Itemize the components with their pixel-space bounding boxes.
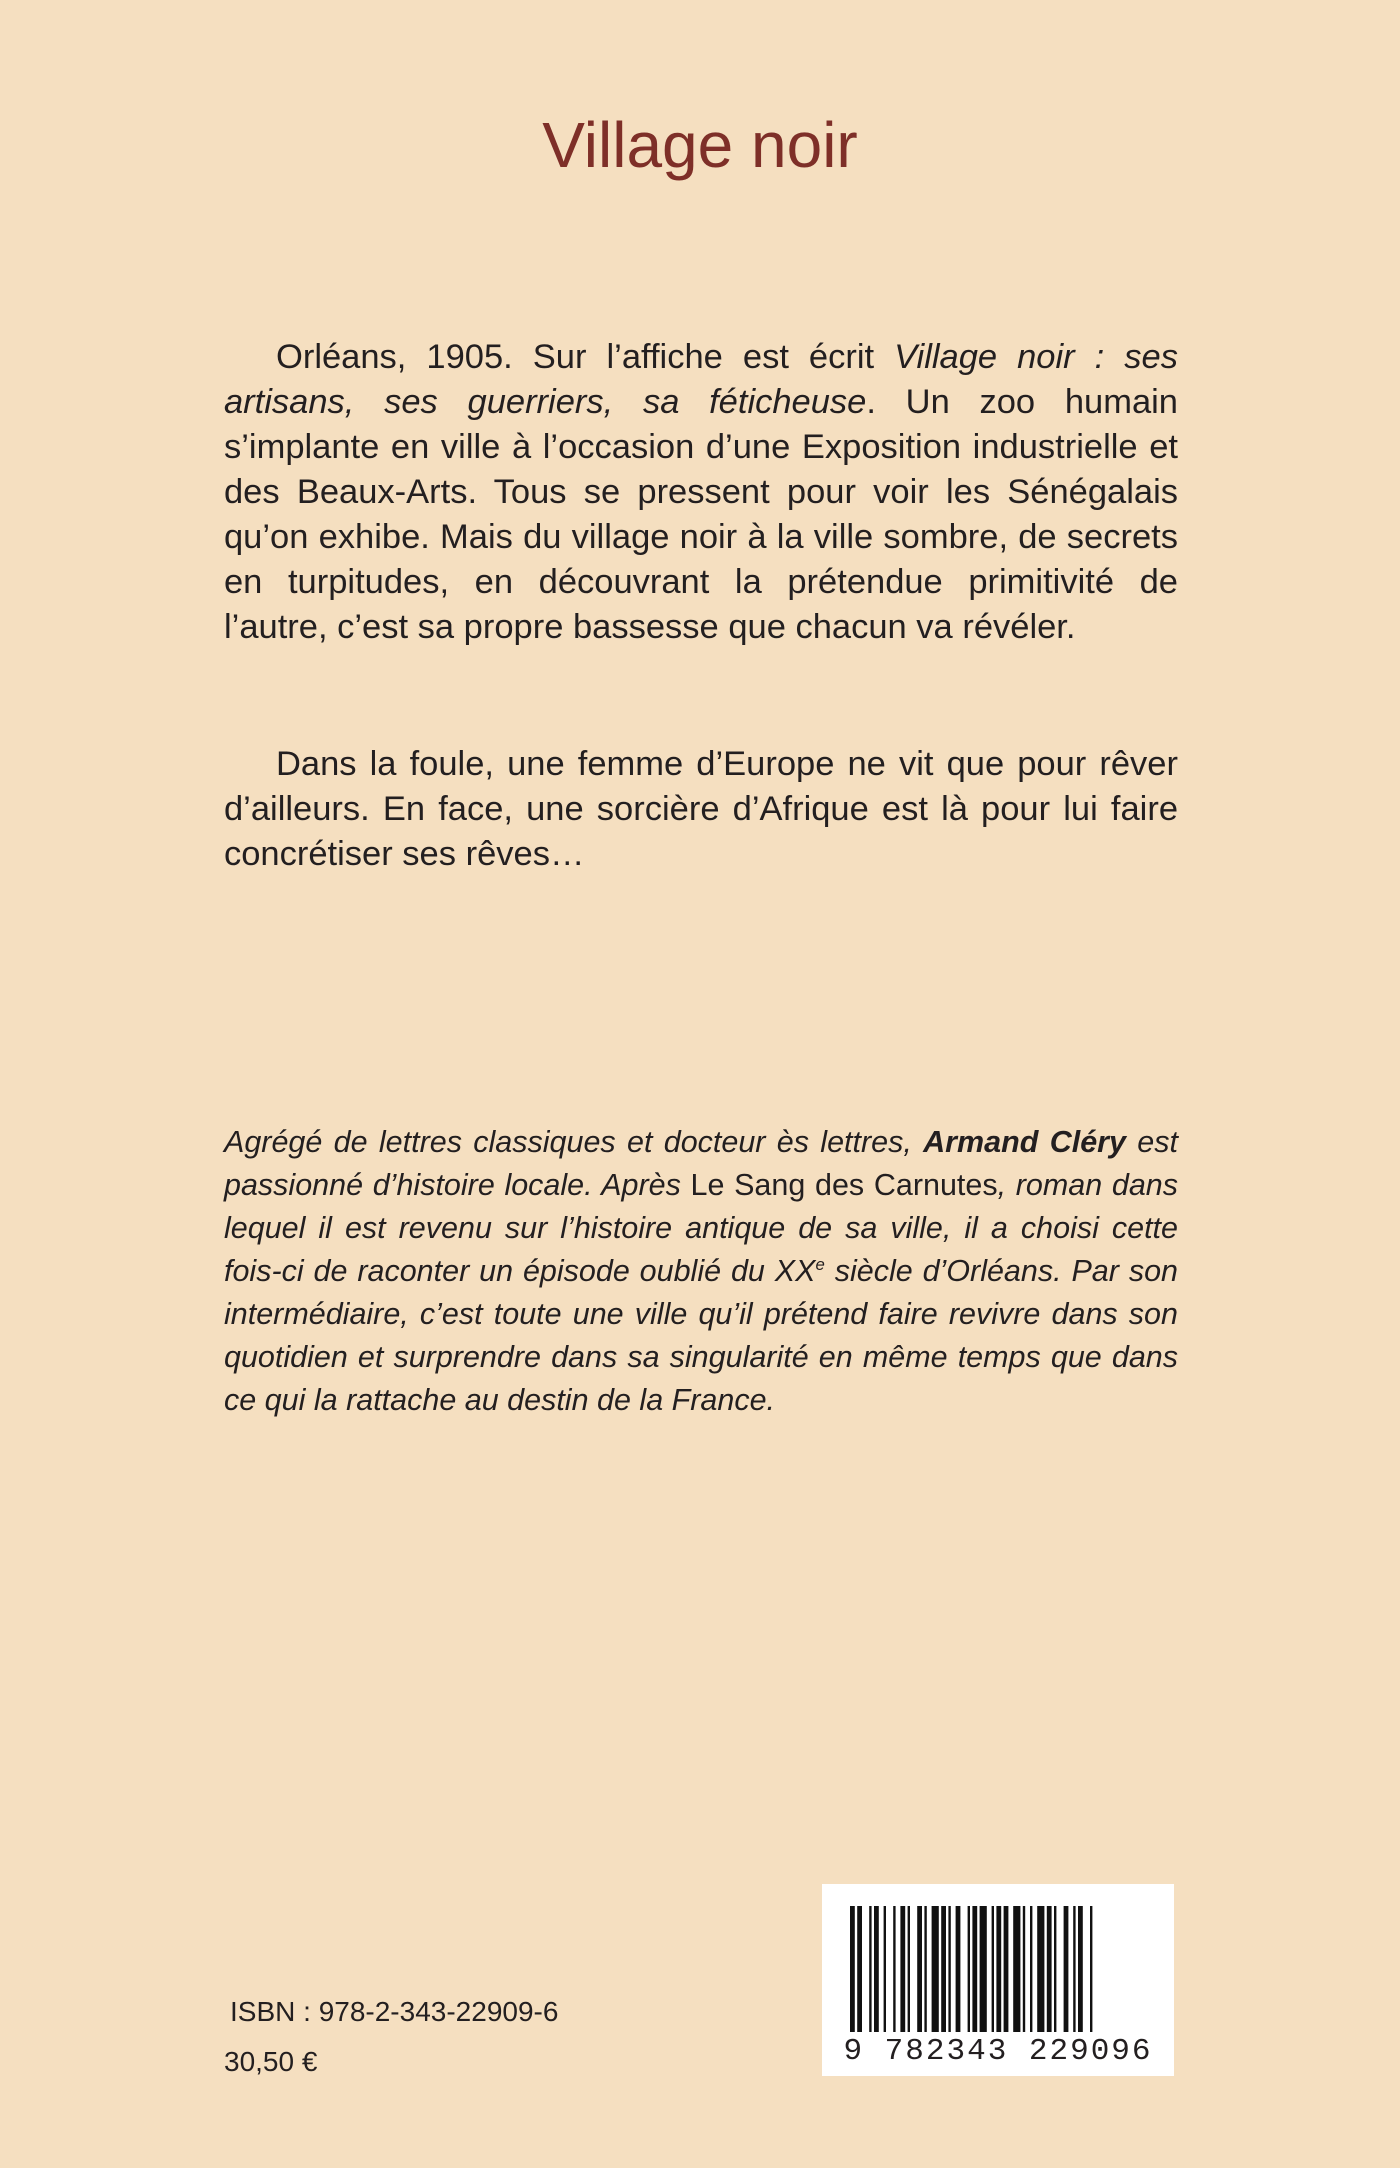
century-numeral: XX	[774, 1254, 816, 1288]
barcode-bar	[850, 1906, 855, 2032]
barcode-bar	[1073, 1906, 1075, 2032]
barcode-bar	[992, 1906, 994, 2032]
barcode-bar	[869, 1906, 871, 2032]
barcode-bar	[900, 1906, 905, 2032]
barcode-bar	[941, 1906, 946, 2032]
barcode-bar	[884, 1906, 886, 2032]
isbn-label: ISBN : 978-2-343-22909-6	[230, 1996, 559, 2027]
barcode-bar	[893, 1906, 895, 2032]
barcode-bar	[1023, 1906, 1025, 2032]
barcode-bar	[968, 1906, 970, 2032]
barcode-bar	[1078, 1906, 1083, 2032]
barcode-bar	[874, 1906, 879, 2032]
price-label: 30,50 €	[224, 2046, 318, 2077]
summary-p1-italic: Village noir : ses artisans, ses guerriers, sa féticheuse	[224, 338, 1178, 421]
barcode-bar	[924, 1906, 926, 2032]
summary-paragraph-2	[224, 742, 1178, 877]
summary-p2-text: Dans la foule, une femme d’Europe ne vit que pour rêver d’ailleurs. En face, une sorcière d’Afrique est là pour lui faire concrétiser ses rêves…	[224, 745, 1178, 873]
barcode-bar	[1064, 1906, 1069, 2032]
barcode-bar	[1030, 1906, 1032, 2032]
barcode-bar	[1013, 1906, 1020, 2032]
barcode-bar	[996, 1906, 1001, 2032]
previous-book-title: Le Sang des Carnutes	[690, 1168, 998, 1202]
barcode-digits: 9 782343 229096	[843, 2034, 1153, 2069]
barcode-bar	[1004, 1906, 1009, 2032]
barcode-bar	[948, 1906, 950, 2032]
barcode-bar	[956, 1906, 961, 2032]
barcode-bar	[932, 1906, 939, 2032]
summary-p1-start: Orléans, 1905. Sur l’affiche est écrit	[276, 338, 895, 376]
summary-p1-end: . Un zoo humain s’implante en ville à l’occasion d’une Exposition industrielle et des Beaux-Arts. Tous se pressent pour voir les Sénégalais qu’on exhibe. Mais du village noir à la ville sombre, de secrets en turpitudes, en découvrant la prétendue primitivité de l’autre, c’est sa propre bassesse que chacun va révéler.	[224, 383, 1178, 646]
author-bio	[224, 1121, 1178, 1422]
bio-part-4: siècle d’Orléans. Par son intermédiaire, c’est toute une ville qu’il prétend faire revivre dans son quotidien et surprendre dans sa singularité en même temps que dans ce qui la rattache au destin de la France.	[224, 1254, 1178, 1417]
author-name: Armand Cléry	[923, 1125, 1126, 1159]
barcode-icon	[850, 1906, 1146, 2032]
century-superscript: e	[815, 1254, 825, 1274]
book-title: Village noir	[542, 109, 858, 181]
summary-paragraph-1	[224, 335, 1178, 650]
barcode-bar	[908, 1906, 910, 2032]
barcode-bar	[1054, 1906, 1056, 2032]
barcode-bar	[1047, 1906, 1052, 2032]
barcode-bar	[857, 1906, 862, 2032]
bio-part-1: Agrégé de lettres classiques et docteur ès lettres,	[224, 1125, 924, 1159]
barcode-bar	[917, 1906, 922, 2032]
barcode	[822, 1884, 1174, 2076]
barcode-bar	[972, 1906, 977, 2032]
barcode-bar	[980, 1906, 987, 2032]
bio-part-2: est passionné d’histoire locale. Après	[224, 1125, 1178, 1202]
barcode-bar	[1037, 1906, 1044, 2032]
barcode-bar	[1090, 1906, 1092, 2032]
bio-part-3: , roman dans lequel il est revenu sur l’histoire antique de sa ville, il a choisi cette fois-ci de raconter un épisode oublié du	[224, 1168, 1179, 1288]
